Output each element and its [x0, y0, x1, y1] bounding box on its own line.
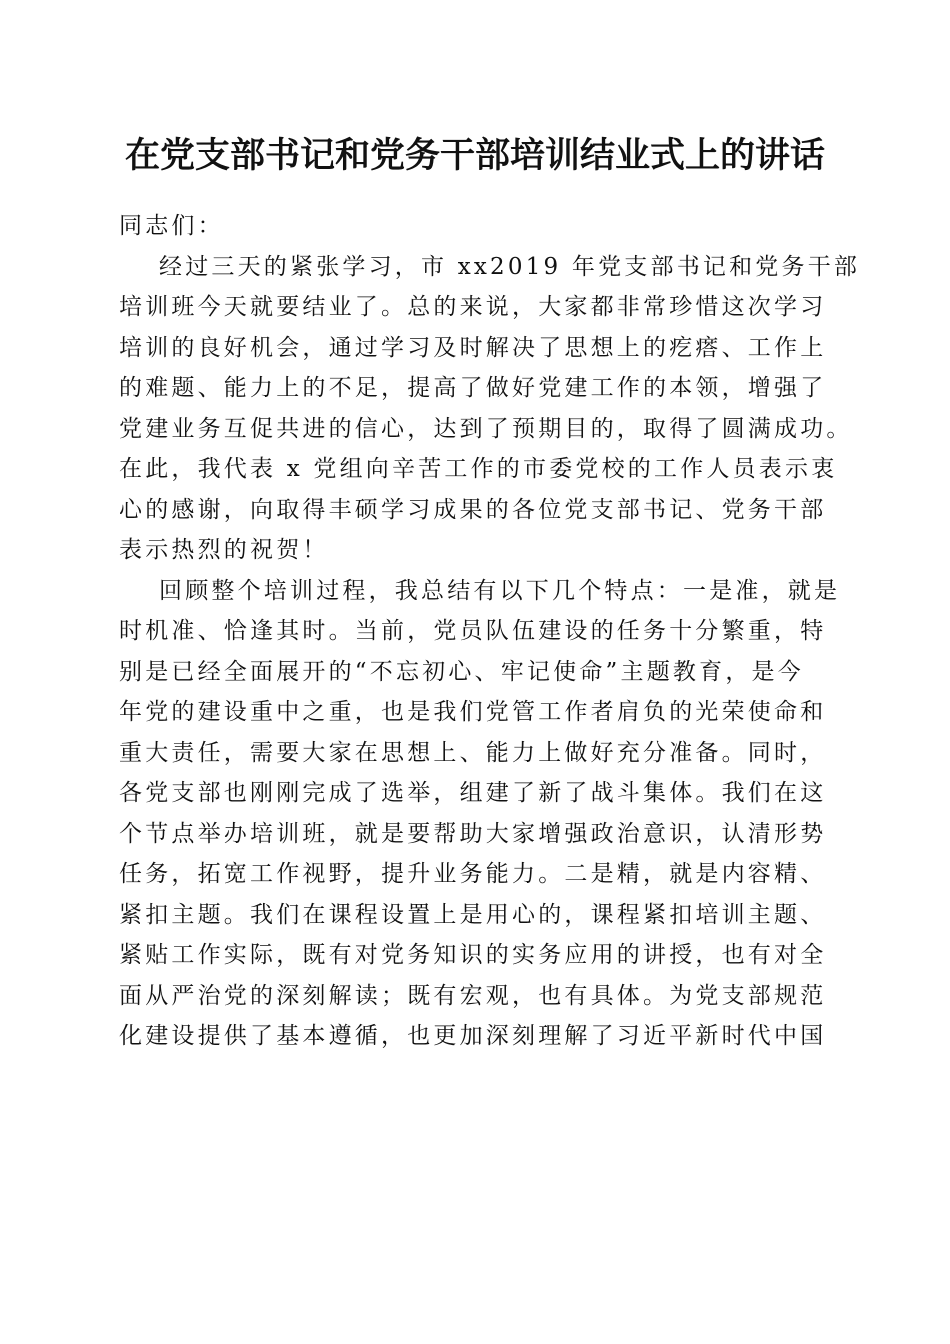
paragraph-line: 面从严治党的深刻解读；既有宏观，也有具体。为党支部规范 [119, 982, 827, 1009]
paragraph-line: 时机准、恰逢其时。当前，党员队伍建设的任务十分繁重，特 [119, 618, 827, 644]
paragraph-line: 培训的良好机会，通过学习及时解决了思想上的疙瘩、工作上 [119, 334, 827, 361]
paragraph-line: 别是已经全面展开的“不忘初心、牢记使命”主题教育，是今 [119, 658, 804, 685]
paragraph-line: 回顾整个培训过程，我总结有以下几个特点：一是准，就是 [159, 577, 841, 604]
paragraph-line: 在此，我代表 x 党组向辛苦工作的市委党校的工作人员表示衷 [119, 456, 838, 482]
paragraph-line: 各党支部也刚刚完成了选举，组建了新了战斗集体。我们在这 [119, 780, 827, 806]
paragraph-line: 心的感谢，向取得丰硕学习成果的各位党支部书记、党务干部 [119, 496, 827, 523]
paragraph-1 [119, 247, 861, 571]
paragraph-line: 任务，拓宽工作视野，提升业务能力。二是精，就是内容精、 [119, 861, 827, 887]
paragraph-line: 紧扣主题。我们在课程设置上是用心的，课程紧扣培训主题、 [119, 901, 827, 928]
paragraph-line: 重大责任，需要大家在思想上、能力上做好充分准备。同时， [119, 739, 827, 766]
document-title: 在党支部书记和党务干部培训结业式上的讲话 [124, 135, 825, 176]
paragraph-line: 经过三天的紧张学习，市 xx2019 年党支部书记和党务干部 [159, 253, 861, 280]
paragraph-line: 的难题、能力上的不足，提高了做好党建工作的本领，增强了 [119, 375, 827, 401]
paragraph-line: 年党的建设重中之重，也是我们党管工作者肩负的光荣使命和 [119, 699, 827, 725]
salutation: 同志们： [119, 213, 224, 239]
paragraph-line: 党建业务互促共进的信心，达到了预期目的，取得了圆满成功。 [119, 415, 853, 442]
paragraph-2 [119, 571, 841, 1057]
document-body [119, 206, 861, 1057]
paragraph-line: 个节点举办培训班，就是要帮助大家增强政治意识，认清形势 [119, 820, 827, 847]
paragraph-line: 培训班今天就要结业了。总的来说，大家都非常珍惜这次学习 [119, 294, 827, 320]
paragraph-line: 化建设提供了基本遵循，也更加深刻理解了习近平新时代中国 [119, 1023, 827, 1049]
paragraph-line: 表示热烈的祝贺！ [119, 537, 329, 563]
paragraph-line: 紧贴工作实际，既有对党务知识的实务应用的讲授，也有对全 [119, 942, 827, 968]
